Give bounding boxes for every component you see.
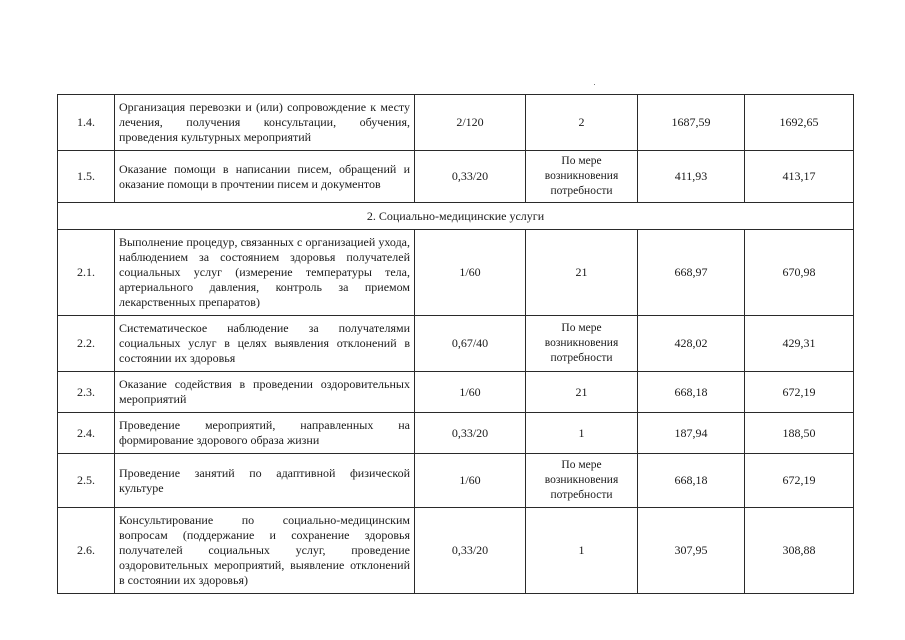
table-row [58,230,854,316]
service-description: Проведение мероприятий, направленных на формирование здорового образа жизни [115,413,415,454]
service-description: Организация перевозки и (или) сопровождение к месту лечения, получения консультации, обучения, проведения культурных мероприятий [115,95,415,151]
time-norm: 0,33/20 [415,413,526,454]
service-description: Оказание помощи в написании писем, обращений и оказание помощи в прочтении писем и документов [115,151,415,203]
service-count: 1 [526,413,638,454]
row-number: 2.2. [58,316,115,372]
time-norm: 0,67/40 [415,316,526,372]
tariff-price-1: 187,94 [638,413,745,454]
section-header-row [58,203,854,230]
time-norm: 1/60 [415,230,526,316]
time-norm: 2/120 [415,95,526,151]
row-number: 1.4. [58,95,115,151]
row-number: 1.5. [58,151,115,203]
tariff-price-2: 429,31 [745,316,854,372]
tariff-price-2: 413,17 [745,151,854,203]
service-description: Консультирование по социально-медицинским вопросам (поддержание и сохранение здоровья получателей социальных услуг, проведение оздоровительных мероприятий, выявление отклонений в состоянии их здоровья) [115,508,415,594]
tariff-price-2: 1692,65 [745,95,854,151]
table-row [58,508,854,594]
service-description: Систематическое наблюдение за получателями социальных услуг в целях выявления отклонений в состоянии их здоровья [115,316,415,372]
service-count: 1 [526,508,638,594]
row-number: 2.1. [58,230,115,316]
tariff-price-2: 672,19 [745,454,854,508]
scan-speck [594,84,595,85]
tariff-price-2: 670,98 [745,230,854,316]
service-count: По мере возникновения потребности [526,454,638,508]
service-count: По мере возникновения потребности [526,151,638,203]
service-count: 2 [526,95,638,151]
service-description: Выполнение процедур, связанных с организацией ухода, наблюдением за состоянием здоровья получателей социальных услуг (измерение температуры тела, артериального давления, контроль за приемом лекарственных препаратов) [115,230,415,316]
table-row [58,413,854,454]
table-row [58,95,854,151]
tariff-price-1: 668,18 [638,372,745,413]
services-table [57,94,854,594]
table-row [58,454,854,508]
tariff-price-1: 411,93 [638,151,745,203]
service-description: Проведение занятий по адаптивной физической культуре [115,454,415,508]
tariff-price-2: 308,88 [745,508,854,594]
row-number: 2.3. [58,372,115,413]
tariff-price-1: 668,97 [638,230,745,316]
tariff-price-1: 307,95 [638,508,745,594]
tariff-price-1: 1687,59 [638,95,745,151]
tariff-price-1: 668,18 [638,454,745,508]
row-number: 2.4. [58,413,115,454]
time-norm: 0,33/20 [415,151,526,203]
tariff-price-2: 188,50 [745,413,854,454]
time-norm: 0,33/20 [415,508,526,594]
service-count: 21 [526,230,638,316]
service-count: 21 [526,372,638,413]
row-number: 2.6. [58,508,115,594]
service-count: По мере возникновения потребности [526,316,638,372]
time-norm: 1/60 [415,454,526,508]
table-row [58,151,854,203]
row-number: 2.5. [58,454,115,508]
service-description: Оказание содействия в проведении оздоровительных мероприятий [115,372,415,413]
table-row [58,372,854,413]
time-norm: 1/60 [415,372,526,413]
section-title: 2. Социально-медицинские услуги [58,203,854,230]
table-row [58,316,854,372]
tariff-price-2: 672,19 [745,372,854,413]
tariff-price-1: 428,02 [638,316,745,372]
